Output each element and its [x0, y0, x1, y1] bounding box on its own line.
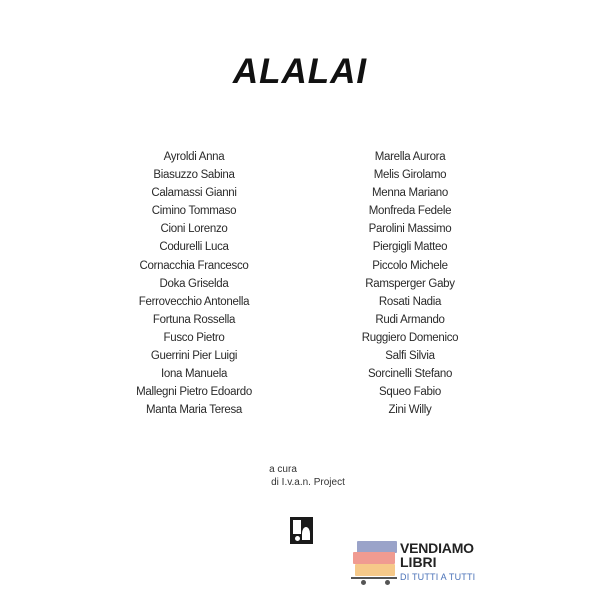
author-name: Fortuna Rossella — [152, 313, 236, 326]
author-name: Zini Willy — [388, 404, 432, 417]
author-name: Piergigli Matteo — [372, 241, 448, 254]
author-name: Cornacchia Francesco — [139, 259, 249, 272]
author-name: Marella Aurora — [374, 151, 446, 163]
author-name: Salfi Silvia — [385, 350, 435, 363]
author-name: Melis Girolamo — [373, 169, 447, 182]
author-name: Sorcinelli Stefano — [367, 368, 453, 381]
author-name: Mallegni Pietro Edoardo — [136, 386, 252, 399]
author-name: Fusco Pietro — [163, 331, 225, 344]
author-name: Parolini Massimo — [368, 223, 452, 236]
author-name: Monfreda Fedele — [368, 205, 452, 218]
author-name: Ayroldi Anna — [163, 151, 225, 163]
author-name: Squeo Fabio — [379, 386, 441, 399]
author-name: Iona Manuela — [160, 368, 228, 381]
author-name: Piccolo Michele — [372, 259, 448, 272]
authors-column-left — [94, 148, 294, 419]
author-name: Doka Griselda — [159, 277, 229, 290]
author-name: Cimino Tommaso — [151, 205, 237, 218]
curator-credit — [0, 463, 600, 489]
book-title: ALALAI — [232, 52, 368, 91]
vendiamo-libri-logo — [351, 540, 501, 590]
author-name: Ruggiero Domenico — [361, 331, 459, 344]
watermark-text — [400, 541, 475, 583]
author-name: Menna Mariano — [371, 187, 448, 200]
author-name: Biasuzzo Sabina — [153, 169, 235, 182]
authors-column-right — [310, 148, 510, 419]
author-name: Manta Maria Teresa — [145, 404, 243, 417]
author-name: Ferrovecchio Antonella — [138, 295, 250, 308]
curator-line-2: di I.v.a.n. Project — [271, 477, 345, 488]
watermark-tagline: DI TUTTI A TUTTI — [400, 572, 476, 582]
author-name: Ramsperger Gaby — [365, 277, 455, 290]
author-name: Rosati Nadia — [378, 295, 442, 308]
watermark-line-2: LIBRI — [400, 554, 437, 570]
author-name: Rudi Armando — [375, 313, 445, 326]
author-name: Calamassi Gianni — [151, 187, 237, 200]
publisher-logo-icon — [290, 517, 313, 544]
author-name: Cioni Lorenzo — [160, 223, 228, 236]
watermark-line-1: VENDIAMO — [400, 540, 474, 556]
author-name: Guerrini Pier Luigi — [150, 350, 238, 363]
curator-line-1: a cura — [269, 464, 297, 475]
author-name: Codurelli Luca — [159, 241, 229, 254]
book-cart-icon — [351, 540, 397, 586]
